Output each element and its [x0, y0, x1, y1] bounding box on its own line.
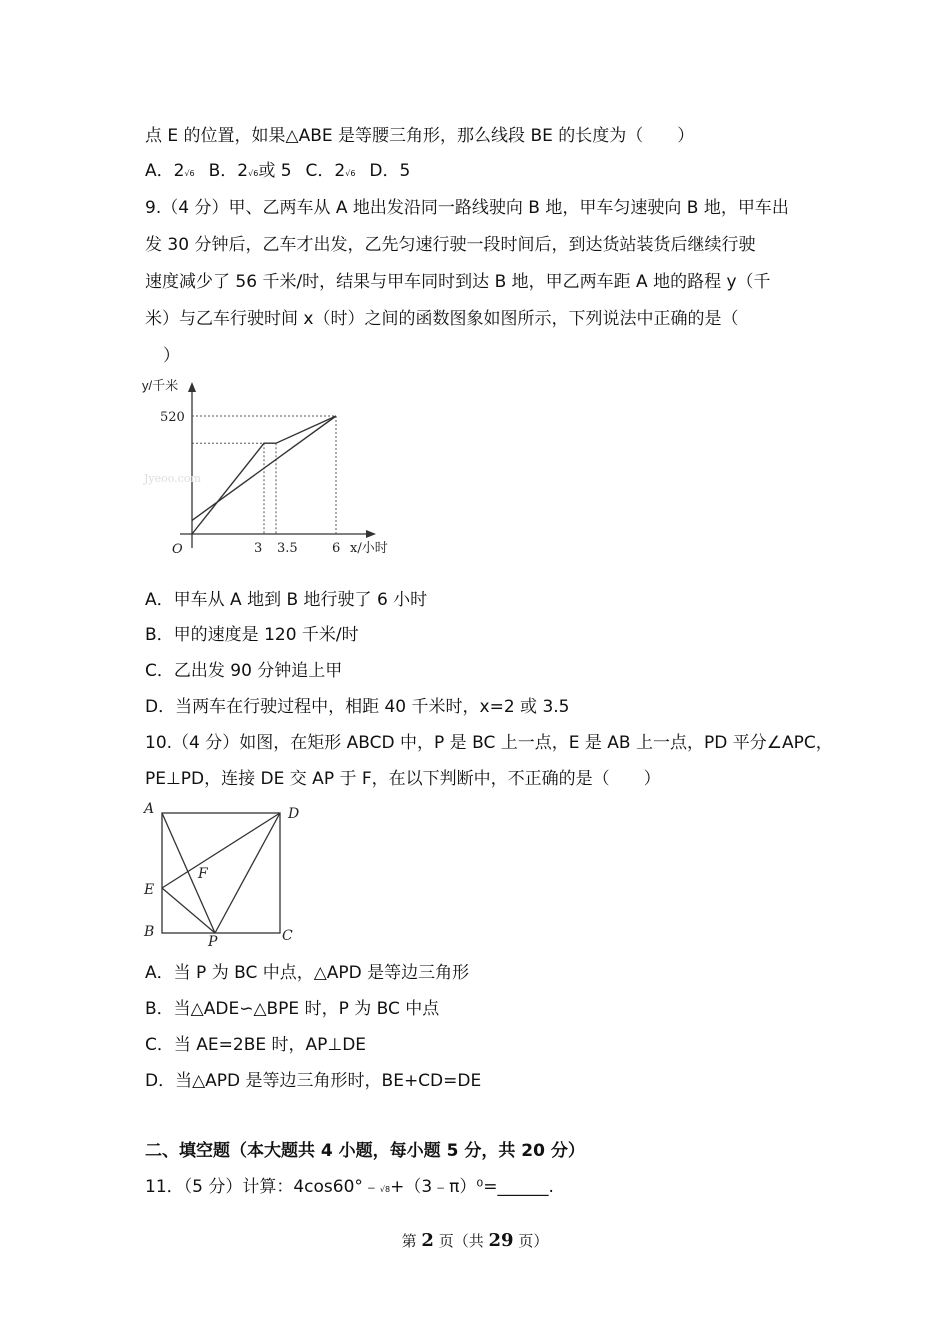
q8-option-c: C．2√6: [305, 161, 356, 181]
q10-option-c: C．当 AE=2BE 时，AP⊥DE: [145, 1035, 367, 1055]
q8-option-a: A．2√6: [145, 161, 195, 181]
page-number: 2: [421, 1230, 434, 1251]
label-b: B: [144, 924, 155, 940]
q9-stem-line-1: 9.（4 分）甲、乙两车从 A 地出发沿同一路线驶向 B 地，甲车匀速驶向 B 地，甲车出: [145, 198, 789, 218]
x-tick-label-3.5: 3.5: [277, 541, 298, 556]
label-c: C: [282, 928, 293, 944]
q10-option-d: D．当△APD 是等边三角形时，BE+CD=DE: [145, 1071, 482, 1091]
y-axis-label: y/千米: [142, 378, 179, 393]
q9-option-b: B．甲的速度是 120 千米/时: [145, 625, 359, 645]
label-a: A: [144, 801, 155, 817]
segment-ed: [162, 813, 280, 888]
q9-option-a: A．甲车从 A 地到 B 地行驶了 6 小时: [145, 590, 428, 610]
page-footer: 第 2 页（共 29 页）: [401, 1230, 549, 1251]
q10-rectangle-figure: [140, 798, 320, 948]
label-d: D: [288, 806, 300, 822]
rect-abcd: [162, 813, 280, 933]
q9-function-graph: [140, 378, 410, 558]
x-axis-arrow: [366, 530, 376, 538]
x-axis-label: x/小时: [350, 541, 388, 556]
q9-option-d: D．当两车在行驶过程中，相距 40 千米时，x=2 或 3.5: [145, 697, 570, 717]
total-pages: 29: [488, 1230, 514, 1251]
x-tick-label-3: 3: [254, 541, 263, 556]
q8-stem-tail: 点 E 的位置，如果△ABE 是等腰三角形，那么线段 BE 的长度为（ ）: [145, 126, 695, 146]
label-p: P: [208, 934, 218, 948]
q10-stem-line-2: PE⊥PD，连接 DE 交 AP 于 F，在以下判断中，不正确的是（ ）: [145, 769, 661, 789]
q10-option-a: A．当 P 为 BC 中点，△APD 是等边三角形: [145, 963, 470, 983]
q11-stem: 11．（5 分）计算：4cos60°﹣√8+（3﹣π）⁰=______.: [145, 1177, 554, 1197]
q9-stem-line-3: 速度减少了 56 千米/时，结果与甲车同时到达 B 地，甲乙两车距 A 地的路程 y（千: [145, 272, 771, 292]
segment-ep: [162, 888, 215, 933]
q8-options: [145, 160, 410, 185]
q10-stem-line-1: 10.（4 分）如图，在矩形 ABCD 中，P 是 BC 上一点，E 是 AB 上一点，PD 平分∠APC，: [145, 733, 833, 753]
y-axis-arrow: [188, 382, 196, 392]
label-f: F: [198, 866, 208, 882]
q8-option-d: D．5: [369, 161, 411, 181]
watermark: Jyeoo.com: [144, 472, 201, 485]
segment-pd: [215, 813, 280, 933]
x-tick-label-6: 6: [332, 541, 341, 556]
label-e: E: [144, 882, 155, 898]
q10-option-b: B．当△ADE∽△BPE 时，P 为 BC 中点: [145, 999, 440, 1019]
q9-stem-line-4: 米）与乙车行驶时间 x（时）之间的函数图象如图所示，下列说法中正确的是（: [145, 309, 739, 329]
origin-label: O: [172, 542, 183, 557]
q9-stem-line-5: ）: [163, 346, 180, 366]
q9-option-c: C．乙出发 90 分钟追上甲: [145, 661, 343, 681]
q9-stem-line-2: 发 30 分钟后，乙车才出发，乙先匀速行驶一段时间后，到达货站装货后继续行驶: [145, 235, 756, 255]
q8-option-b: B．2√6或 5: [208, 161, 292, 181]
y-tick-label-520: 520: [160, 410, 185, 425]
section-2-title: 二、填空题（本大题共 4 小题，每小题 5 分，共 20 分）: [145, 1141, 585, 1161]
